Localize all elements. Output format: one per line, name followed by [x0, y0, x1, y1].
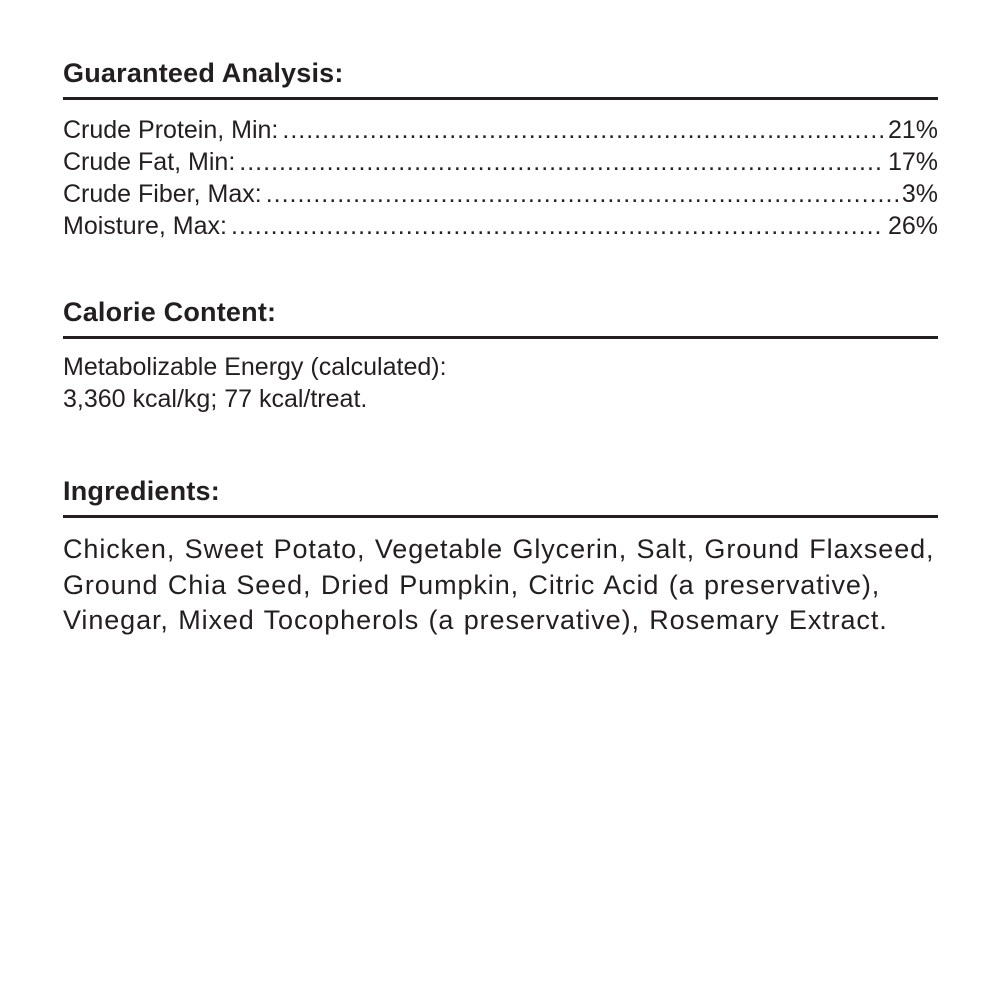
- analysis-label: Crude Fiber, Max:: [63, 180, 262, 208]
- calorie-line-energy-label: Metabolizable Energy (calculated):: [63, 353, 447, 381]
- calorie-content-title: Calorie Content:: [63, 294, 938, 339]
- dot-leader: [266, 178, 898, 210]
- ingredients-title: Ingredients:: [63, 473, 938, 518]
- ingredients-list: Chicken, Sweet Potato, Vegetable Glycerin, Salt, Ground Flaxseed, Ground Chia Seed, Dried Pumpkin, Citric Acid (a preservative), Vinegar, Mixed Tocopherols (a preservative), Rosemary Extract.: [63, 534, 935, 635]
- dot-leader: [231, 210, 884, 242]
- analysis-label: Crude Protein, Min:: [63, 116, 279, 144]
- guaranteed-analysis-title: Guaranteed Analysis:: [63, 55, 938, 100]
- analysis-row-crude-fat: [63, 146, 938, 178]
- analysis-value: 26%: [887, 212, 938, 240]
- dot-leader: [239, 146, 884, 178]
- analysis-label: Crude Fat, Min:: [63, 148, 236, 176]
- analysis-value: 21%: [887, 116, 938, 144]
- dot-leader: [282, 114, 884, 146]
- guaranteed-analysis-section: [63, 55, 938, 242]
- ingredients-section: [63, 473, 938, 639]
- analysis-value: 17%: [887, 148, 938, 176]
- calorie-content-section: [63, 294, 938, 415]
- calorie-line-energy-value: 3,360 kcal/kg; 77 kcal/treat.: [63, 385, 368, 413]
- nutrition-panel: [63, 55, 938, 666]
- analysis-row-moisture: [63, 210, 938, 242]
- analysis-table: [63, 114, 938, 242]
- analysis-value: 3%: [901, 180, 938, 208]
- analysis-row-crude-fiber: [63, 178, 938, 210]
- analysis-label: Moisture, Max:: [63, 212, 227, 240]
- analysis-row-crude-protein: [63, 114, 938, 146]
- calorie-content-body: [63, 351, 938, 415]
